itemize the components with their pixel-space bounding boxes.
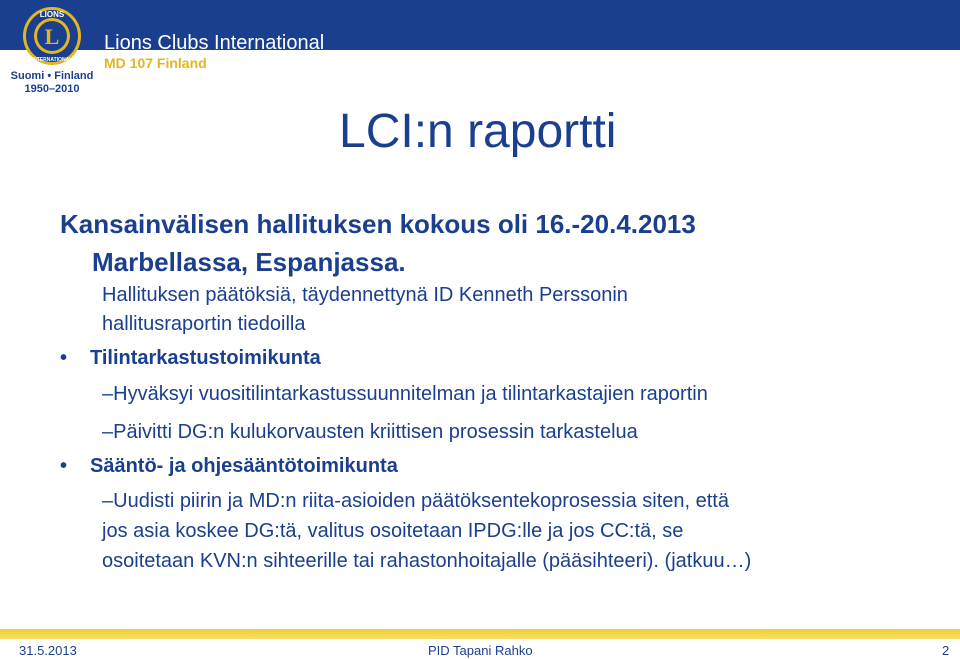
sub-item-1: –Hyväksyi vuositilintarkastussuunnitelman ja tilintarkastajien raportin [102, 383, 708, 405]
lead-text [60, 205, 696, 281]
bullet-label: Sääntö- ja ohjesääntötoimikunta [90, 455, 398, 477]
org-name: Lions Clubs International [104, 32, 325, 54]
sub-item-3-line-3: osoitetaan KVN:n sihteerille tai rahastonhoitajalle (pääsihteeri). (jatkuu…) [102, 550, 752, 572]
sub-item-3-line-1: –Uudisti piirin ja MD:n riita-asioiden päätöksentekoprosessia siten, että [102, 490, 729, 512]
footer-author: PID Tapani Rahko [428, 643, 533, 658]
bullet-item-constitution-committee [60, 453, 398, 480]
footer-page-number: 2 [942, 643, 950, 658]
bullet-item-audit-committee [60, 345, 321, 372]
bullet-icon: • [60, 347, 68, 369]
paragraph-line-2: hallitusraportin tiedoilla [102, 313, 306, 335]
header-text [104, 31, 324, 55]
lead-line-1: Kansainvälisen hallituksen kokous oli 16.-20.4.2013 [60, 209, 696, 239]
slide-title: LCI:n raportti [339, 105, 617, 158]
lead-line-2: Marbellassa, Espanjassa. [92, 247, 406, 277]
logo-subtitle-years: 1950–2010 [24, 83, 80, 95]
logo-subtitle-country: Suomi • Finland [10, 70, 94, 82]
svg-text:L: L [44, 24, 60, 49]
sub-item-2: –Päivitti DG:n kulukorvausten kriittisen prosessin tarkastelua [102, 421, 638, 443]
paragraph-line-1: Hallituksen päätöksiä, täydennettynä ID Kenneth Perssonin [102, 284, 628, 306]
footer-date: 31.5.2013 [19, 643, 77, 658]
bullet-label: Tilintarkastustoimikunta [90, 347, 321, 369]
bullet-icon: • [60, 455, 68, 477]
footer-divider [0, 629, 960, 639]
svg-text:LIONS: LIONS [39, 10, 65, 19]
svg-text:INTERNATIONAL: INTERNATIONAL [31, 57, 73, 63]
district-name: MD 107 Finland [104, 55, 207, 71]
sub-item-3-line-2: jos asia koskee DG:tä, valitus osoitetaan IPDG:lle ja jos CC:tä, se [102, 520, 684, 542]
